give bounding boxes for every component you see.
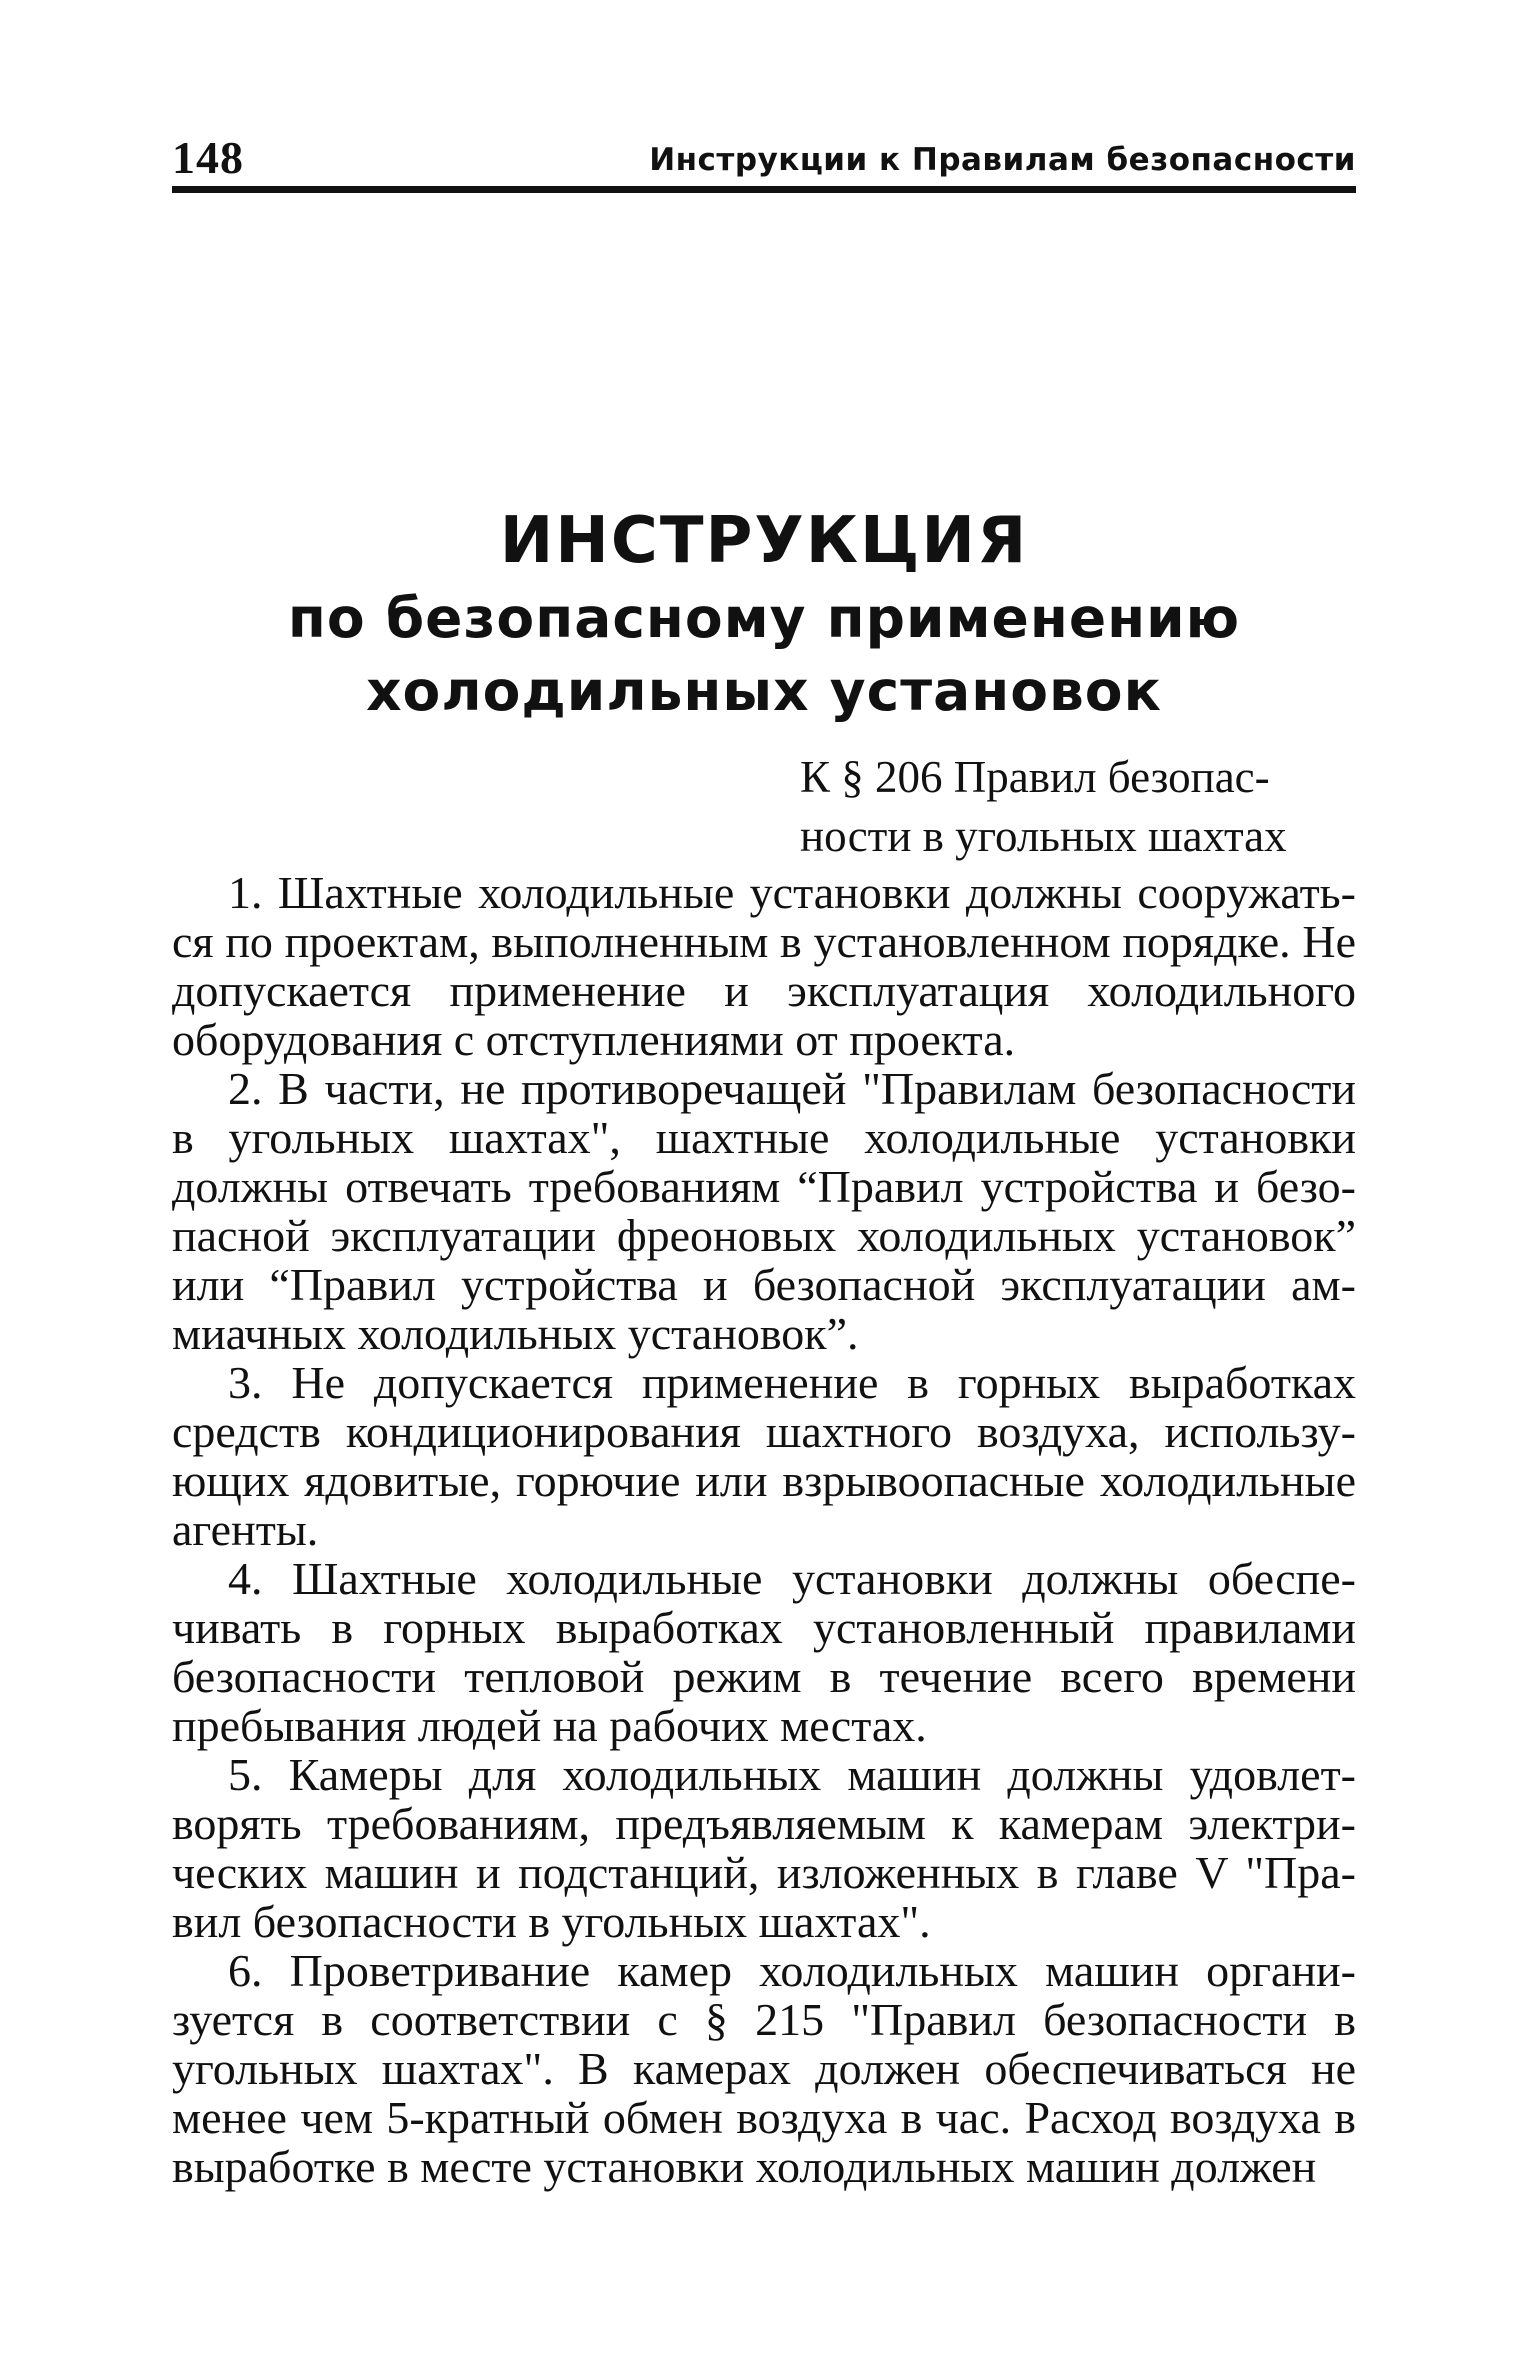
paragraph-4: 4. Шахтные холодильные установки должны обеспечивать в горных выработках установленный правилами безопасности тепловой режим в течение всего времени пребывания людей на рабочих местах.	[172, 1553, 1356, 1751]
reference-line-1: К § 206 Правил безопас-	[800, 752, 1270, 802]
body-text	[172, 868, 1356, 2191]
title-line-3: холодильных установок	[366, 659, 1162, 723]
paragraph-6: 6. Проветривание камер холодильных машин организуется в соответствии с § 215 "Правил безопасности в угольных шахтах". В камерах должен обеспечиваться не менее чем 5-кратный обмен воздуха в час. Расход воздуха в выработке в месте установки холодильных машин должен	[172, 1945, 1356, 2192]
paragraph-2: 2. В части, не противоречащей "Правилам безопасности в угольных шахтах", шахтные холодильные установки должны отвечать требованиям “Правил устройства и безопасной эксплуатации фреоновых холодильных установок” или “Правил устройства и безопасной эксплуатации аммиачных холодильных установок”.	[172, 1063, 1356, 1359]
paragraph-3: 3. Не допускается применение в горных выработках средств кондиционирования шахтного воздуха, использующих ядовитые, горючие или взрывоопасные холодильные агенты.	[172, 1357, 1356, 1555]
paragraph-1: 1. Шахтные холодильные установки должны сооружаться по проектам, выполненным в установленном порядке. Не допускается применение и эксплуатация холодильного оборудования с отступлениями от проекта.	[172, 867, 1356, 1065]
document-title	[172, 500, 1356, 728]
title-line-2: по безопасному применению	[287, 586, 1241, 650]
reference-line-2: ности в угольных шахтах	[800, 811, 1287, 861]
running-title: Инструкции к Правилам безопасности	[649, 142, 1356, 178]
title-main: ИНСТРУКЦИЯ	[499, 504, 1029, 578]
rule-reference	[800, 748, 1356, 866]
paragraph-5: 5. Камеры для холодильных машин должны удовлетворять требованиям, предъявляемым к камерам электрических машин и подстанций, изложенных в главе V "Правил безопасности в угольных шахтах".	[172, 1749, 1356, 1947]
running-header	[172, 128, 1356, 188]
page-number: 148	[172, 132, 244, 183]
header-rule	[172, 186, 1356, 193]
